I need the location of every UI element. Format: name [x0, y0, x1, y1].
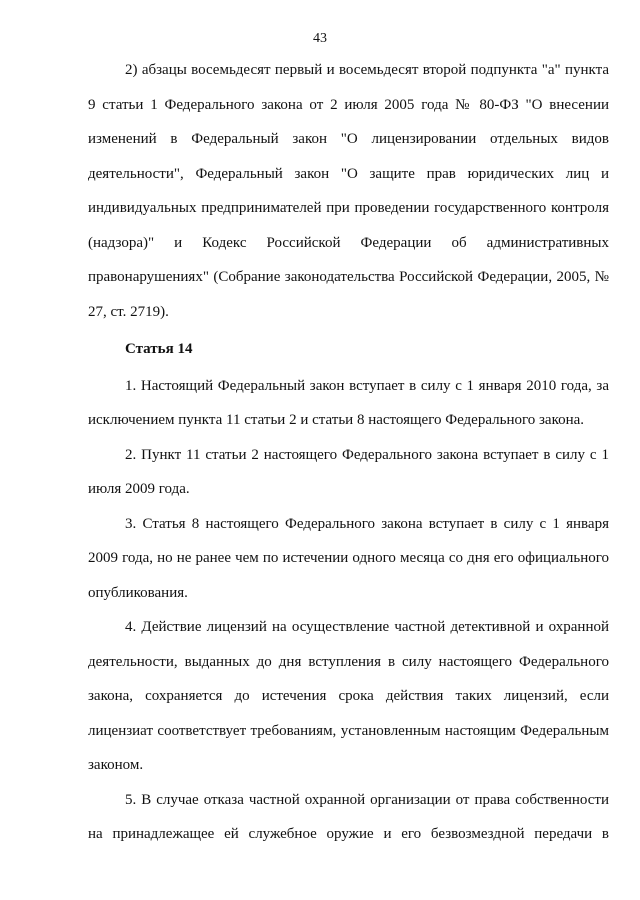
paragraph-article-14-item-4: 4. Действие лицензий на осуществление частной детективной и охранной деятельности, выданных до дня вступления в силу настоящего Федерального закона, сохраняется до истечения срока действия таких лицензий, если лицензиат соответствует требованиям, установленным настоящим Федеральным законом.	[88, 619, 609, 773]
page-number: 43	[313, 31, 327, 46]
article-heading: Статья 14	[125, 341, 193, 357]
document-body	[88, 53, 609, 852]
paragraph-amendment-item-2: 2) абзацы восемьдесят первый и восемьдесят второй подпункта "а" пункта 9 статьи 1 Федерального закона от 2 июля 2005 года № 80-ФЗ "О внесении изменений в Федеральный закон "О лицензировании отдельных видов деятельности", Федеральный закон "О защите прав юридических лиц и индивидуальных предпринимателей при проведении государственного контроля (надзора)" и Кодекс Российской Федерации об административных правонарушениях" (Собрание законодательства Российской Федерации, 2005, № 27, ст. 2719).	[88, 62, 609, 320]
paragraph-article-14-item-5: 5. В случае отказа частной охранной организации от права собственности на принадлежащее ей служебное оружие и его безвозмездной передачи в	[88, 791, 609, 842]
paragraph-article-14-item-3: 3. Статья 8 настоящего Федерального закона вступает в силу с 1 января 2009 года, но не ранее чем по истечении одного месяца со дня его официального опубликования.	[88, 515, 609, 601]
paragraph-article-14-item-2: 2. Пункт 11 статьи 2 настоящего Федерального закона вступает в силу с 1 июля 2009 года.	[88, 446, 609, 497]
paragraph-article-14-item-1: 1. Настоящий Федеральный закон вступает в силу с 1 января 2010 года, за исключением пункта 11 статьи 2 и статьи 8 настоящего Федерального закона.	[88, 377, 609, 428]
